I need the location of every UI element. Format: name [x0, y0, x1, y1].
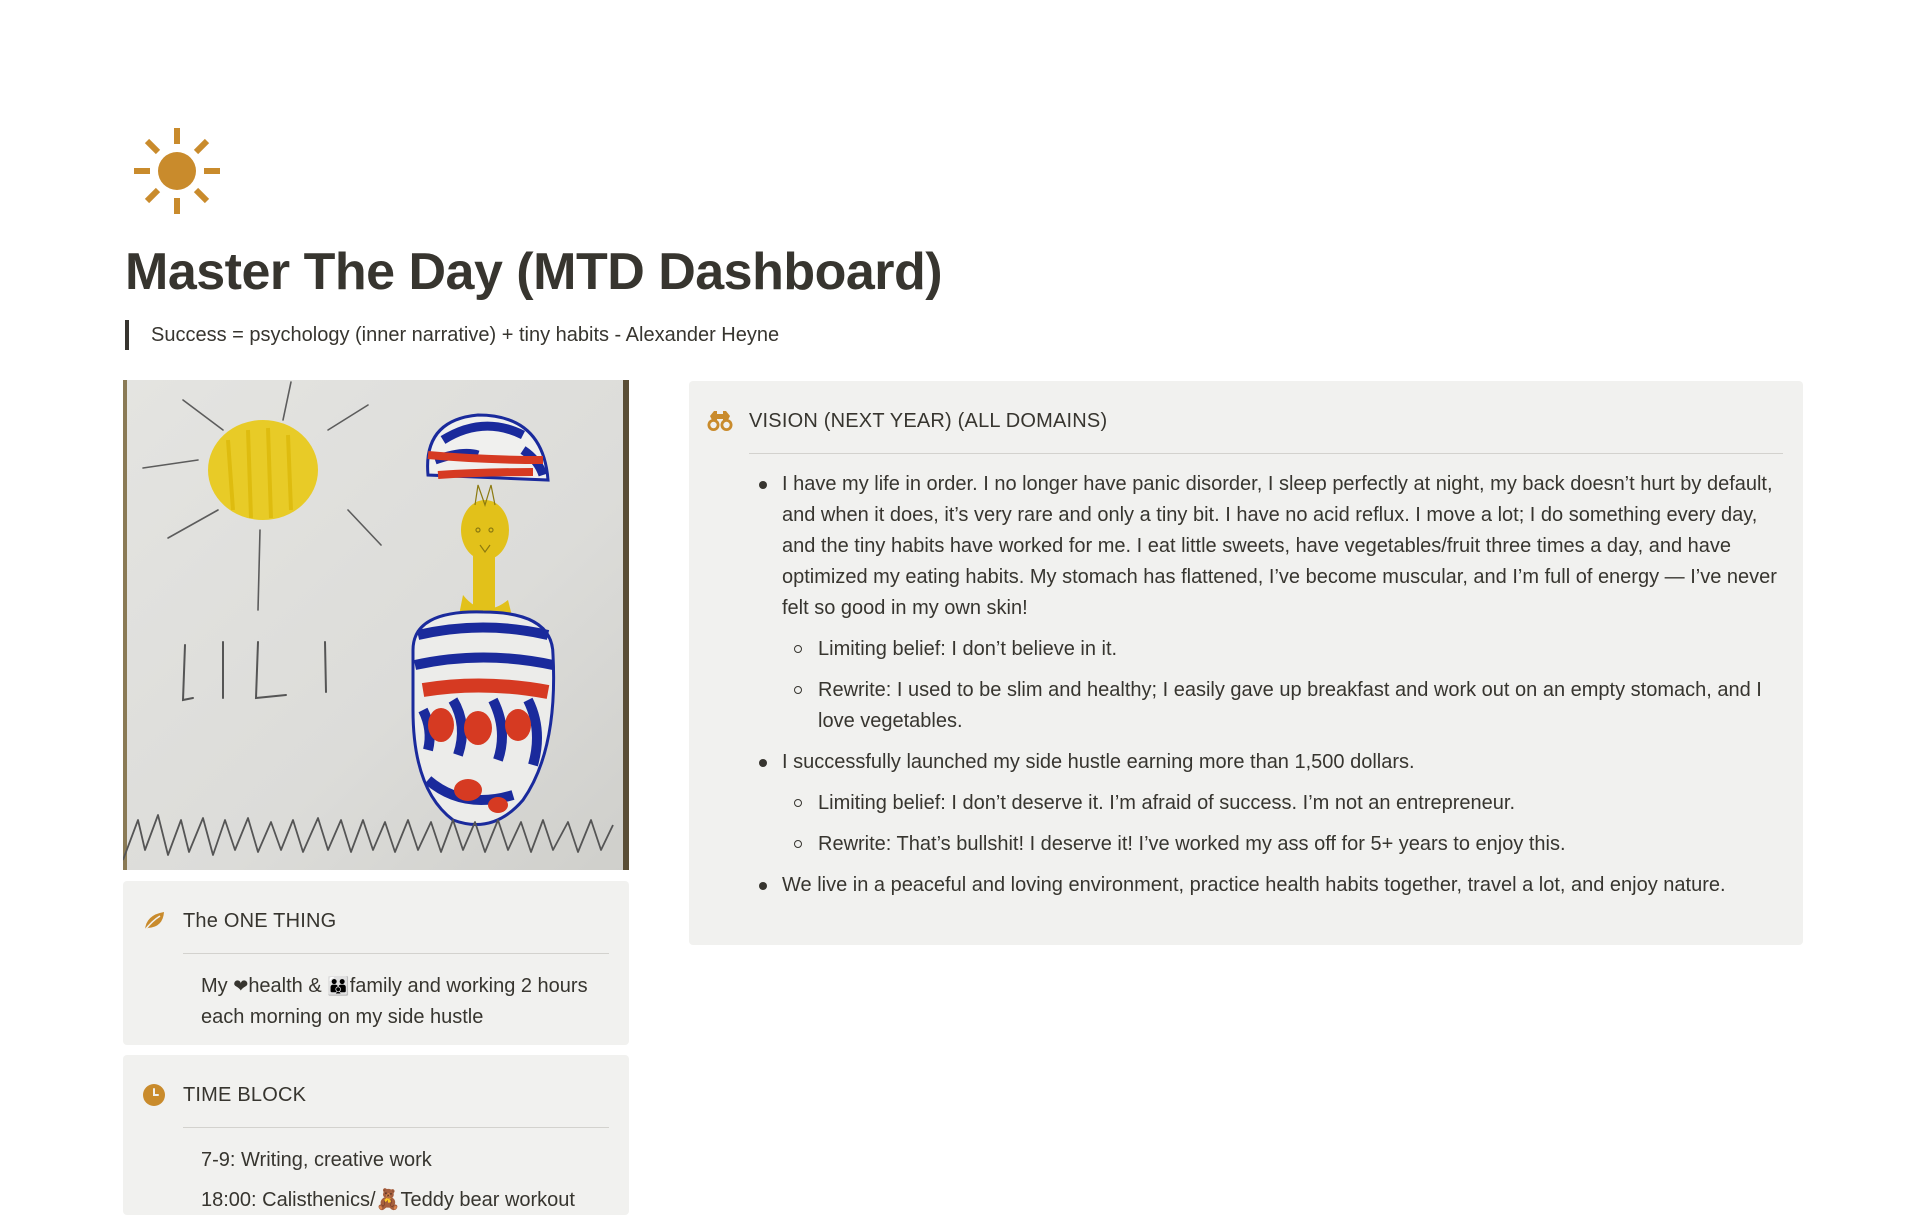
child-drawing-image[interactable]	[123, 380, 629, 870]
text-segment: My	[201, 975, 234, 997]
callout-divider	[183, 953, 609, 954]
vision-list	[707, 469, 1783, 901]
time-block-item[interactable]: 7-9: Writing, creative work	[201, 1149, 432, 1171]
sub-list-item[interactable]: Rewrite: I used to be slim and healthy; I easily gave up breakfast and work out on an empty stomach, and I love vegetables.	[782, 675, 1783, 737]
sub-list	[782, 634, 1783, 737]
sub-list-item[interactable]: Limiting belief: I don’t believe in it.	[782, 634, 1783, 665]
one-thing-text[interactable]	[201, 971, 601, 1033]
sub-list	[782, 788, 1783, 860]
list-item-text: I successfully launched my side hustle earning more than 1,500 dollars.	[782, 751, 1415, 773]
callout-divider	[183, 1127, 609, 1128]
list-item[interactable]	[707, 747, 1783, 860]
list-item-text: We live in a peaceful and loving environment, practice health habits together, travel a lot, and enjoy nature.	[782, 874, 1726, 896]
page-quote	[125, 320, 779, 350]
time-block-item[interactable]: 18:00: Calisthenics/🧸Teddy bear workout	[201, 1189, 575, 1211]
sun-icon[interactable]	[130, 124, 224, 218]
callout-divider	[749, 453, 1783, 454]
family-icon: 👪	[327, 976, 350, 997]
sub-list-item[interactable]: Limiting belief: I don’t deserve it. I’m afraid of success. I’m not an entrepreneur.	[782, 788, 1783, 819]
callout-title: The ONE THING	[183, 909, 337, 932]
quote-text: Success = psychology (inner narrative) + tiny habits - Alexander Heyne	[151, 324, 780, 346]
text-segment: family and working 2 hours each morning on my side hustle	[201, 975, 588, 1028]
callout-title: VISION (NEXT YEAR) (ALL DOMAINS)	[749, 409, 1108, 432]
sub-list-item[interactable]: Rewrite: That’s bullshit! I deserve it! I’ve worked my ass off for 5+ years to enjoy this.	[782, 829, 1783, 860]
vision-callout[interactable]	[689, 381, 1803, 945]
binoculars-icon	[707, 408, 733, 434]
list-item-text: I have my life in order. I no longer have panic disorder, I sleep perfectly at night, my back doesn’t hurt by default, and when it does, it’s very rare and only a tiny bit. I have no acid reflux. I move a lot; I do something every day, and the tiny habits have worked for me. I eat little sweets, have vegetables/fruit three times a day, and have optimized my eating habits. My stomach has flattened, I’ve become muscular, and I’m full of energy — I’ve never felt so good in my own skin!	[782, 473, 1777, 619]
leaf-icon	[141, 908, 167, 934]
text-segment: health &	[248, 975, 328, 997]
clock-icon	[141, 1082, 167, 1108]
time-block-callout[interactable]	[123, 1055, 629, 1215]
page-title: Master The Day (MTD Dashboard)	[125, 243, 943, 301]
list-item[interactable]	[707, 469, 1783, 737]
list-item[interactable]	[707, 870, 1783, 901]
callout-title: TIME BLOCK	[183, 1083, 307, 1106]
one-thing-callout[interactable]	[123, 881, 629, 1045]
heart-icon: ❤	[233, 976, 249, 997]
